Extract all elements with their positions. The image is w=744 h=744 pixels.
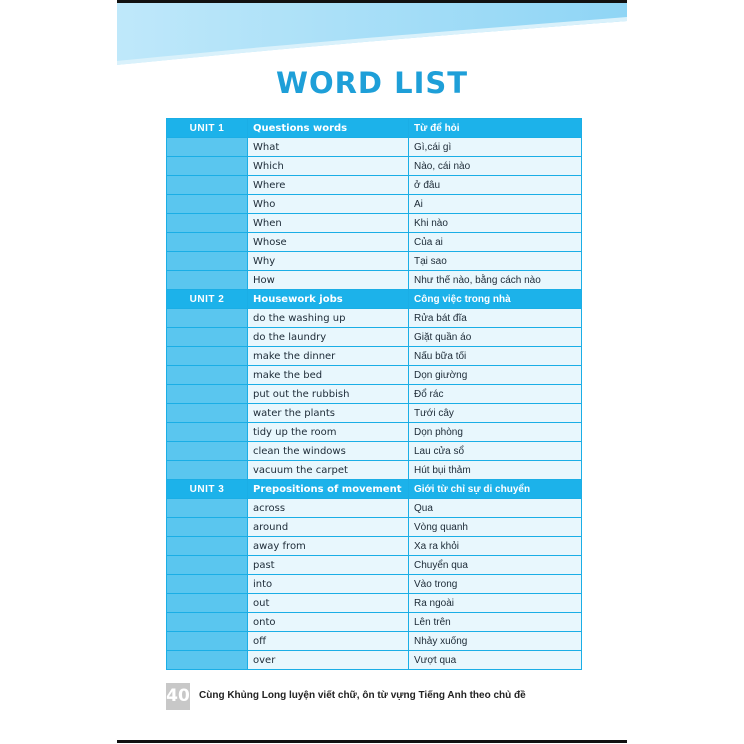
- vietnamese-meaning: Như thế nào, bằng cách nào: [409, 271, 582, 290]
- word-row: [167, 461, 582, 480]
- unit-column-cell: [167, 157, 248, 176]
- vietnamese-meaning: Chuyển qua: [409, 556, 582, 575]
- word-list-table: [166, 118, 582, 670]
- header-wave-decoration: [117, 3, 627, 65]
- english-word: Where: [248, 176, 409, 195]
- vietnamese-meaning: Khi nào: [409, 214, 582, 233]
- english-word: What: [248, 138, 409, 157]
- english-word: put out the rubbish: [248, 385, 409, 404]
- vietnamese-meaning: Dọn giường: [409, 366, 582, 385]
- unit-header-row: [167, 119, 582, 138]
- english-word: clean the windows: [248, 442, 409, 461]
- vietnamese-meaning: Lên trên: [409, 613, 582, 632]
- footer-text: Cùng Khủng Long luyện viết chữ, ôn từ vựng Tiếng Anh theo chủ đề: [199, 690, 526, 701]
- word-row: [167, 138, 582, 157]
- vietnamese-meaning: Tưới cây: [409, 404, 582, 423]
- word-row: [167, 575, 582, 594]
- vietnamese-meaning: Vào trong: [409, 575, 582, 594]
- vietnamese-meaning: Gì,cái gì: [409, 138, 582, 157]
- english-word: across: [248, 499, 409, 518]
- word-row: [167, 385, 582, 404]
- english-word: tidy up the room: [248, 423, 409, 442]
- word-row: [167, 252, 582, 271]
- word-row: [167, 176, 582, 195]
- word-row: [167, 632, 582, 651]
- unit-column-cell: [167, 366, 248, 385]
- unit-column-cell: [167, 613, 248, 632]
- header-band: [117, 3, 627, 65]
- vietnamese-meaning: Ra ngoài: [409, 594, 582, 613]
- unit-column-cell: [167, 651, 248, 670]
- english-word: do the washing up: [248, 309, 409, 328]
- page-number: 40: [166, 683, 190, 710]
- unit-column-cell: [167, 214, 248, 233]
- english-word: onto: [248, 613, 409, 632]
- word-row: [167, 309, 582, 328]
- word-row: [167, 556, 582, 575]
- word-row: [167, 499, 582, 518]
- vietnamese-meaning: Qua: [409, 499, 582, 518]
- vietnamese-meaning: Ai: [409, 195, 582, 214]
- unit-column-cell: [167, 347, 248, 366]
- english-word: do the laundry: [248, 328, 409, 347]
- vietnamese-meaning: Của ai: [409, 233, 582, 252]
- unit-column-cell: [167, 594, 248, 613]
- unit-column-cell: [167, 195, 248, 214]
- english-word: around: [248, 518, 409, 537]
- word-row: [167, 651, 582, 670]
- unit-column-cell: [167, 423, 248, 442]
- unit-column-cell: [167, 328, 248, 347]
- unit-column-cell: [167, 309, 248, 328]
- vietnamese-meaning: Rửa bát đĩa: [409, 309, 582, 328]
- unit-column-cell: [167, 632, 248, 651]
- word-row: [167, 613, 582, 632]
- word-row: [167, 214, 582, 233]
- word-row: [167, 271, 582, 290]
- word-row: [167, 233, 582, 252]
- unit-column-cell: [167, 499, 248, 518]
- unit-column-cell: [167, 461, 248, 480]
- vietnamese-meaning: Vượt qua: [409, 651, 582, 670]
- word-row: [167, 328, 582, 347]
- english-word: Which: [248, 157, 409, 176]
- unit-column-cell: [167, 518, 248, 537]
- english-word: into: [248, 575, 409, 594]
- topic-english: Housework jobs: [248, 290, 409, 309]
- unit-header-row: [167, 290, 582, 309]
- english-word: make the dinner: [248, 347, 409, 366]
- unit-column-cell: [167, 385, 248, 404]
- english-word: Why: [248, 252, 409, 271]
- unit-column-cell: [167, 556, 248, 575]
- vietnamese-meaning: Nấu bữa tối: [409, 347, 582, 366]
- vietnamese-meaning: Đổ rác: [409, 385, 582, 404]
- vietnamese-meaning: Hút bụi thảm: [409, 461, 582, 480]
- unit-column-cell: [167, 442, 248, 461]
- unit-column-cell: [167, 252, 248, 271]
- unit-header-row: [167, 480, 582, 499]
- english-word: vacuum the carpet: [248, 461, 409, 480]
- topic-vietnamese: Công việc trong nhà: [409, 290, 582, 309]
- unit-column-cell: [167, 271, 248, 290]
- unit-label: UNIT 3: [167, 480, 248, 499]
- page-title: WORD LIST: [275, 66, 469, 100]
- word-row: [167, 537, 582, 556]
- topic-vietnamese: Giới từ chỉ sự di chuyển: [409, 480, 582, 499]
- english-word: off: [248, 632, 409, 651]
- english-word: past: [248, 556, 409, 575]
- english-word: make the bed: [248, 366, 409, 385]
- word-row: [167, 442, 582, 461]
- vietnamese-meaning: Nhảy xuống: [409, 632, 582, 651]
- unit-column-cell: [167, 404, 248, 423]
- word-row: [167, 366, 582, 385]
- word-row: [167, 347, 582, 366]
- unit-label: UNIT 1: [167, 119, 248, 138]
- vietnamese-meaning: Giặt quần áo: [409, 328, 582, 347]
- word-row: [167, 423, 582, 442]
- vietnamese-meaning: Tại sao: [409, 252, 582, 271]
- vietnamese-meaning: Lau cửa sổ: [409, 442, 582, 461]
- unit-column-cell: [167, 575, 248, 594]
- unit-column-cell: [167, 176, 248, 195]
- vietnamese-meaning: Vòng quanh: [409, 518, 582, 537]
- unit-column-cell: [167, 138, 248, 157]
- word-row: [167, 518, 582, 537]
- english-word: Who: [248, 195, 409, 214]
- english-word: water the plants: [248, 404, 409, 423]
- topic-english: Prepositions of movement: [248, 480, 409, 499]
- english-word: Whose: [248, 233, 409, 252]
- english-word: When: [248, 214, 409, 233]
- english-word: over: [248, 651, 409, 670]
- word-row: [167, 157, 582, 176]
- unit-column-cell: [167, 233, 248, 252]
- vietnamese-meaning: Nào, cái nào: [409, 157, 582, 176]
- word-row: [167, 404, 582, 423]
- vietnamese-meaning: ở đâu: [409, 176, 582, 195]
- topic-vietnamese: Từ để hỏi: [409, 119, 582, 138]
- english-word: away from: [248, 537, 409, 556]
- bottom-rule: [117, 740, 627, 743]
- vietnamese-meaning: Xa ra khỏi: [409, 537, 582, 556]
- english-word: How: [248, 271, 409, 290]
- unit-column-cell: [167, 537, 248, 556]
- word-row: [167, 594, 582, 613]
- word-row: [167, 195, 582, 214]
- unit-label: UNIT 2: [167, 290, 248, 309]
- english-word: out: [248, 594, 409, 613]
- topic-english: Questions words: [248, 119, 409, 138]
- vietnamese-meaning: Dọn phòng: [409, 423, 582, 442]
